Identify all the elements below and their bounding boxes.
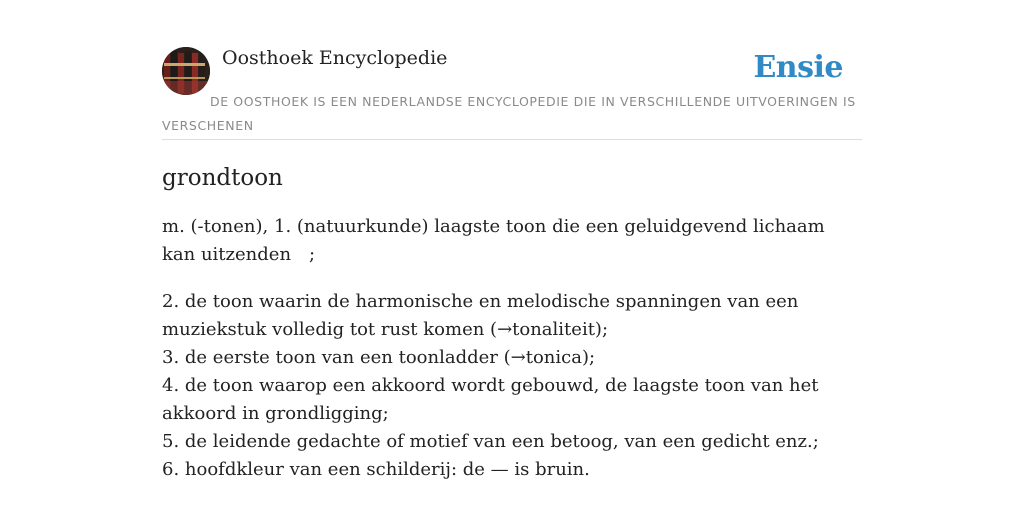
source-title[interactable]: Oosthoek Encyclopedie	[222, 47, 448, 69]
definition-line: 5. de leidende gedachte of motief van een betoog, van een gedicht enz.;	[162, 431, 819, 452]
definition-paragraph: m. (-tonen), 1. (natuurkunde) laagste toon die een geluidgevend lichaam kan uitzenden ;	[162, 216, 825, 265]
entry-headword: grondtoon	[162, 165, 283, 191]
source-tagline: DE OOSTHOEK IS EEN NEDERLANDSE ENCYCLOPEDIE DIE IN VERSCHILLENDE UITVOERINGEN IS VERSCHENEN	[162, 94, 856, 133]
definition-line: 3. de eerste toon van een toonladder (→tonica);	[162, 347, 596, 368]
encyclopedia-books-icon[interactable]	[162, 47, 210, 95]
definition-line: 6. hoofdkleur van een schilderij: de — is bruin.	[162, 459, 590, 480]
definition-list	[162, 288, 862, 484]
page	[162, 0, 862, 484]
definition-line: 2. de toon waarin de harmonische en melodische spanningen van een muziekstuk volledig tot rust komen (→tonaliteit);	[162, 291, 799, 340]
definition-line: 4. de toon waarop een akkoord wordt gebouwd, de laagste toon van het akkoord in grondligging;	[162, 375, 819, 424]
source-header	[162, 46, 862, 140]
entry-definition	[162, 213, 862, 484]
brand-logo[interactable]: Ensie	[753, 50, 843, 85]
